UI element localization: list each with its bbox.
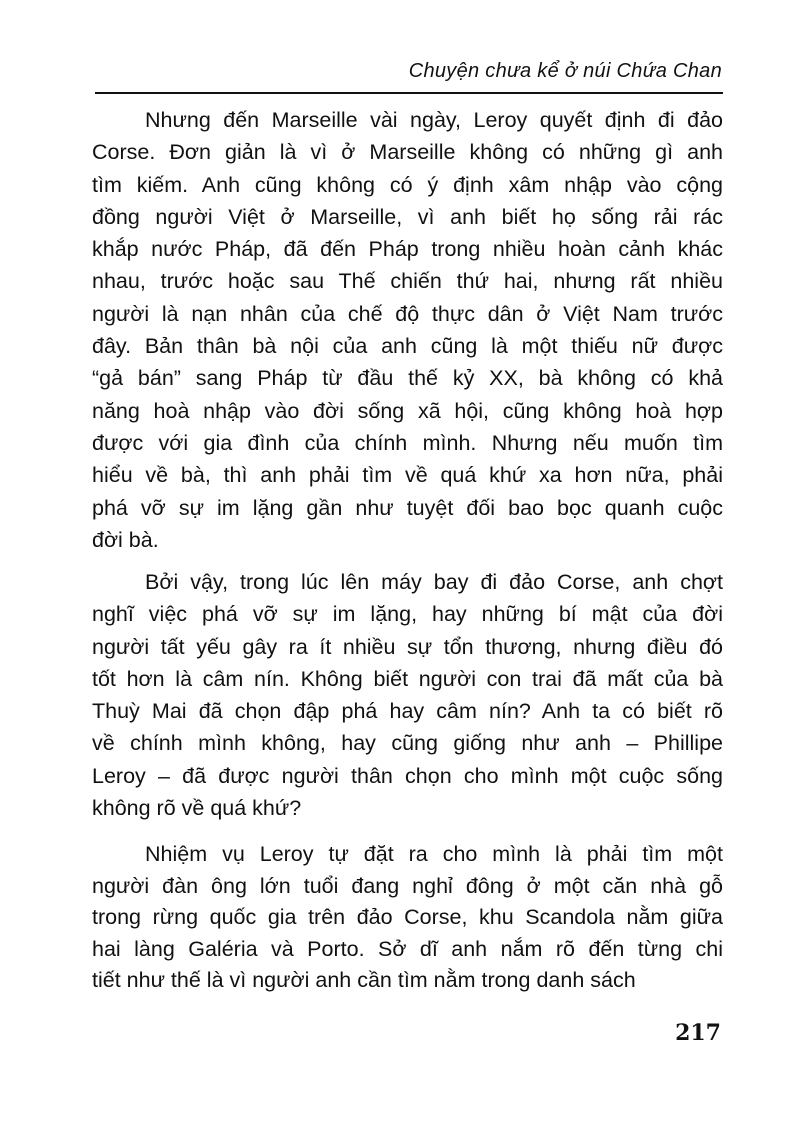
text-line: người đàn ông lớn tuổi đang nghỉ đông ở một căn nhà gỗ <box>92 873 723 898</box>
header-rule <box>95 92 723 94</box>
page-number: 217 <box>675 1020 721 1046</box>
text-line: về chính mình không, hay cũng giống như anh – Phillipe <box>92 731 723 756</box>
text-line: trong rừng quốc gia trên đảo Corse, khu Scandola nằm giữa <box>92 905 723 929</box>
paragraph-3 <box>92 838 723 996</box>
text-line: đời bà. <box>92 527 159 552</box>
text-line: Leroy – đã được người thân chọn cho mình một cuộc sống <box>92 763 723 788</box>
text-line: hai làng Galéria và Porto. Sở dĩ anh nắm rõ đến từng chi <box>92 936 723 961</box>
text-line: Nhưng đến Marseille vài ngày, Leroy quyết định đi đảo <box>145 108 723 132</box>
text-line: khắp nước Pháp, đã đến Pháp trong nhiều hoàn cảnh khác <box>92 237 723 262</box>
text-line: Corse. Đơn giản là vì ở Marseille không có những gì anh <box>92 140 723 165</box>
text-line: năng hoà nhập vào đời sống xã hội, cũng không hoà hợp <box>92 398 723 423</box>
running-header: Chuyện chưa kể ở núi Chứa Chan <box>408 60 722 82</box>
text-line: hiểu về bà, thì anh phải tìm về quá khứ xa hơn nữa, phải <box>92 463 723 488</box>
text-line: đây. Bản thân bà nội của anh cũng là một thiếu nữ được <box>92 334 723 359</box>
text-line: không rõ về quá khứ? <box>92 796 302 821</box>
text-line: người tất yếu gây ra ít nhiều sự tổn thương, nhưng điều đó <box>92 634 723 659</box>
text-line: phá vỡ sự im lặng gần như tuyệt đối bao bọc quanh cuộc <box>92 495 723 520</box>
text-line: Thuỳ Mai đã chọn đập phá hay câm nín? Anh ta có biết rõ <box>92 699 723 724</box>
text-line: Nhiệm vụ Leroy tự đặt ra cho mình là phải tìm một <box>145 842 723 866</box>
text-line: người là nạn nhân của chế độ thực dân ở Việt Nam trước <box>92 301 723 326</box>
paragraph-2 <box>92 566 723 824</box>
text-line: nhau, trước hoặc sau Thế chiến thứ hai, nhưng rất nhiều <box>92 269 723 294</box>
text-line: nghĩ việc phá vỡ sự im lặng, hay những bí mật của đời <box>92 602 723 627</box>
text-line: được với gia đình của chính mình. Nhưng nếu muốn tìm <box>92 430 723 455</box>
text-line: “gả bán” sang Pháp từ đầu thế kỷ XX, bà không có khả <box>92 366 723 391</box>
text-line: tốt hơn là câm nín. Không biết người con trai đã mất của bà <box>92 666 723 691</box>
text-line: tiết như thế là vì người anh cần tìm nằm trong danh sách <box>92 968 636 992</box>
text-line: Bởi vậy, trong lúc lên máy bay đi đảo Corse, anh chợt <box>145 570 723 594</box>
text-line: tìm kiếm. Anh cũng không có ý định xâm nhập vào cộng <box>92 172 723 197</box>
text-line: đồng người Việt ở Marseille, vì anh biết họ sống rải rác <box>92 204 723 229</box>
paragraph-1 <box>92 104 723 556</box>
